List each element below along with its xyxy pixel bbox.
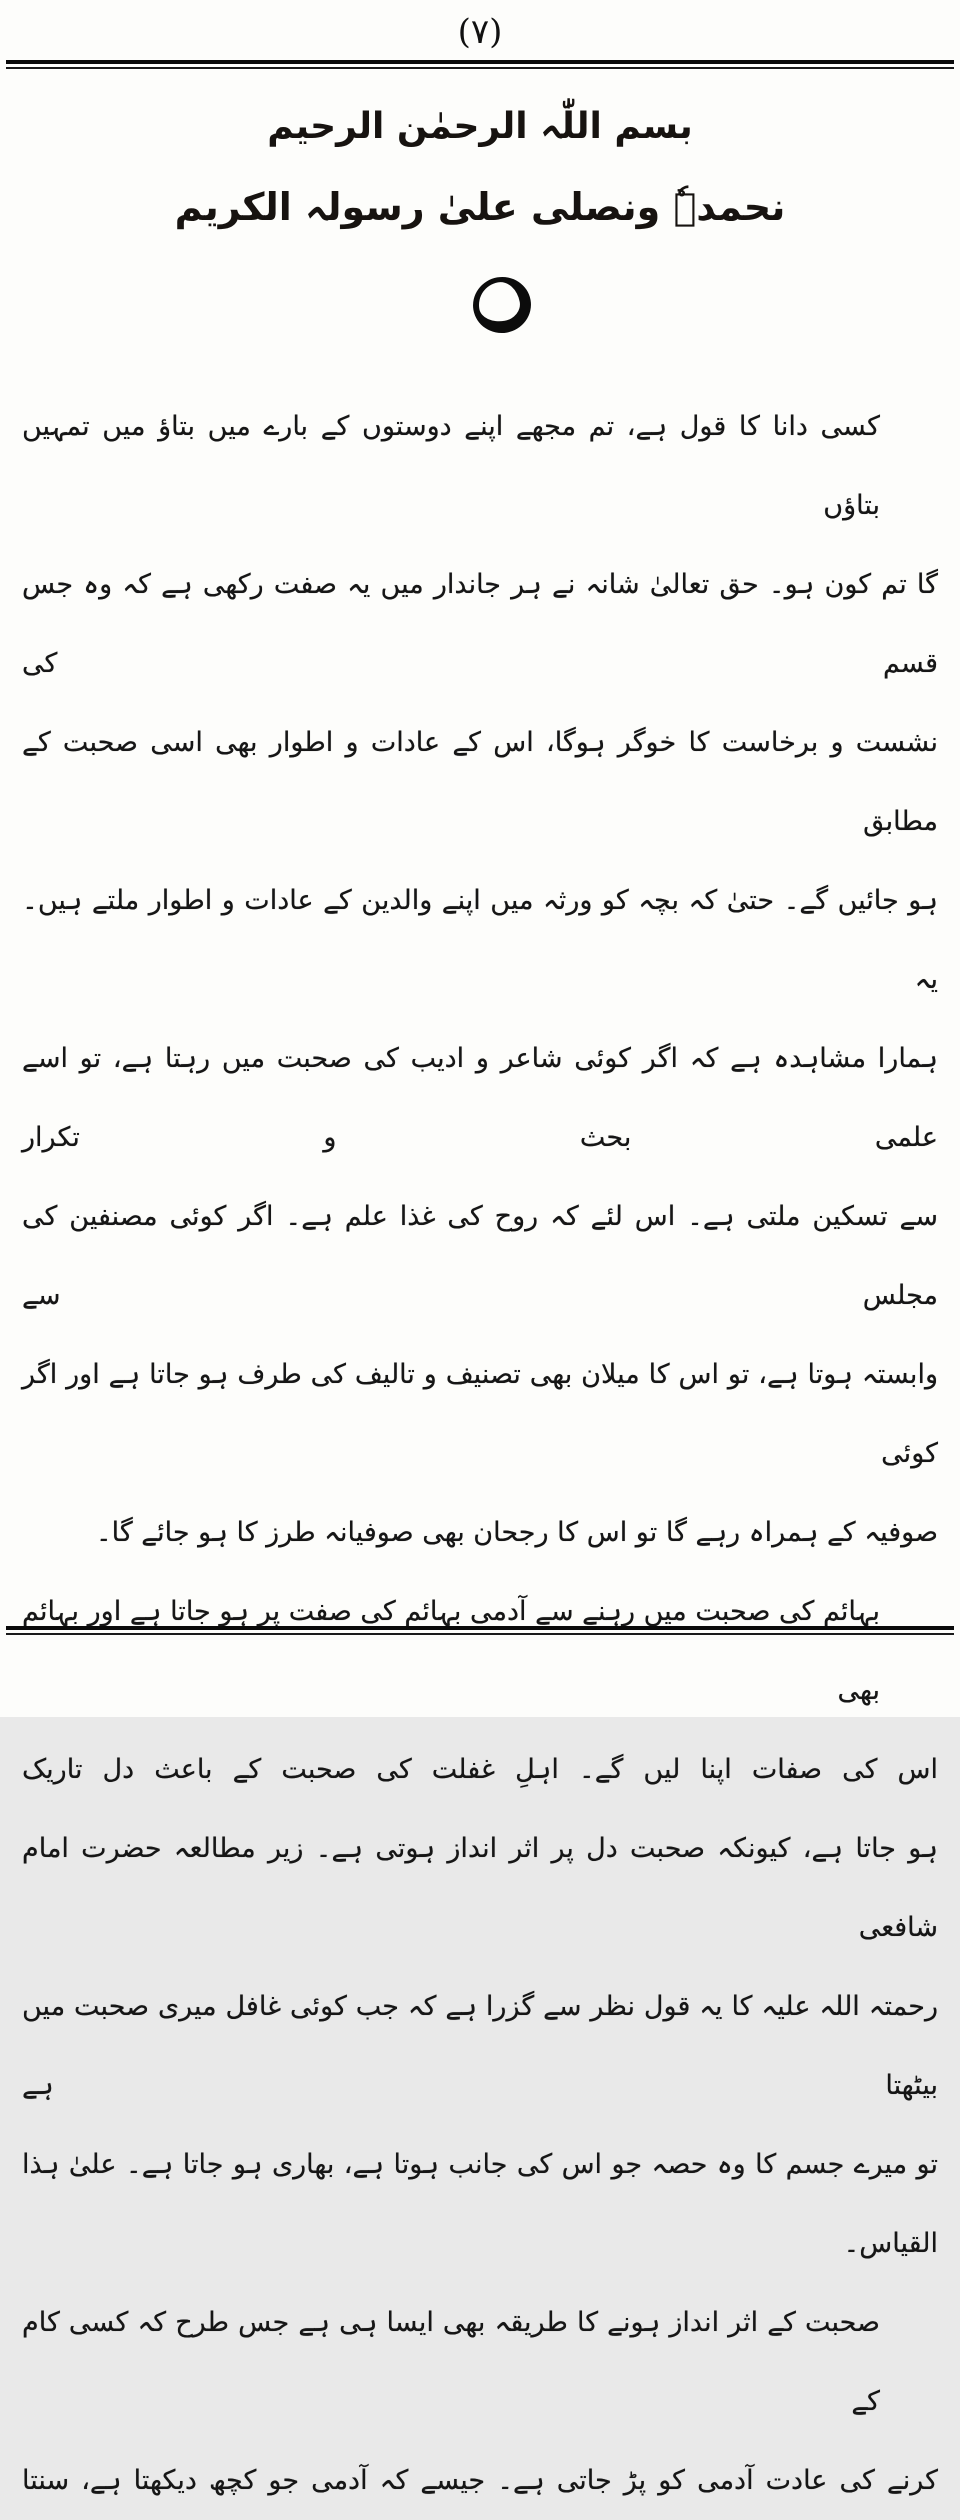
text-line: تو میرے جسم کا وہ حصہ جو اس کی جانب ہوتا ہے، بھاری ہو جاتا ہے۔ علیٰ ہذا القیاس۔ [22, 2149, 938, 2259]
text-line: ہو جاتا ہے، کیونکہ صحبت دل پر اثر انداز ہوتی ہے۔ زیر مطالعہ حضرت امام شافعی [22, 1833, 938, 1943]
text-line: نشست و برخاست کا خوگر ہوگا، اس کے عادات و اطوار بھی اسی صحبت کے مطابق [22, 727, 938, 837]
bottom-double-rule [6, 1626, 954, 1635]
page-number: (۷) [457, 12, 503, 52]
text-line: اس کی صفات اپنا لیں گے۔ اہلِ غفلت کی صحبت کے باعث دل تاریک [22, 1754, 938, 1785]
ornament-row [0, 277, 960, 337]
text-line: صوفیہ کے ہمراہ رہے گا تو اس کا رجحان بھی صوفیانہ طرز کا ہو جائے گا۔ [95, 1517, 938, 1548]
text-line: بہائم کی صحبت میں رہنے سے آدمی بہائم کی صفت پر ہو جاتا ہے اور بہائم بھی [22, 1596, 880, 1706]
hamd-salat-heading: نحمدہٗ ونصلی علیٰ رسولہ الکریم [174, 185, 786, 229]
text-line: سے تسکین ملتی ہے۔ اس لئے کہ روح کی غذا علم ہے۔ اگر کوئی مصنفین کی مجلس سے [22, 1201, 938, 1311]
paragraph-3 [22, 2283, 938, 2520]
text-line: رحمتہ اللہ علیہ کا یہ قول نظر سے گزرا ہے کہ جب کوئی غافل میری صحبت میں بیٹھتا ہے [22, 1991, 938, 2101]
text-line: ہمارا مشاہدہ ہے کہ اگر کوئی شاعر و ادیب کی صحبت میں رہتا ہے، تو اسے علمی بحث و تکرار [22, 1043, 938, 1153]
body-text [0, 387, 960, 2520]
text-line: صحبت کے اثر انداز ہونے کا طریقہ بھی ایسا ہی ہے جس طرح کہ کسی کام کے [22, 2307, 880, 2417]
text-line: وابستہ ہوتا ہے، تو اس کا میلان بھی تصنیف و تالیف کی طرف ہو جاتا ہے اور اگر کوئی [22, 1359, 938, 1469]
text-line: ہو جائیں گے۔ حتیٰ کہ بچہ کو ورثہ میں اپنے والدین کے عادات و اطوار ملتے ہیں۔ یہ [22, 885, 938, 995]
paragraph-1 [22, 387, 938, 1572]
text-line: گا تم کون ہو۔ حق تعالیٰ شانہ نے ہر جاندار میں یہ صفت رکھی ہے کہ وہ جس قسم کی [22, 569, 938, 679]
circle-ornament-icon [469, 272, 536, 337]
text-line: کسی دانا کا قول ہے، تم مجھے اپنے دوستوں کے بارے میں بتاؤ میں تمہیں بتاؤں [22, 411, 880, 521]
top-double-rule [6, 60, 954, 69]
text-line: کرنے کی عادت آدمی کو پڑ جاتی ہے۔ جیسے کہ آدمی جو کچھ دیکھتا ہے، سنتا [22, 2465, 938, 2496]
bismillah-heading: بسم اللّٰہ الرحمٰن الرحیم [267, 106, 693, 147]
paragraph-2 [22, 1572, 938, 2283]
